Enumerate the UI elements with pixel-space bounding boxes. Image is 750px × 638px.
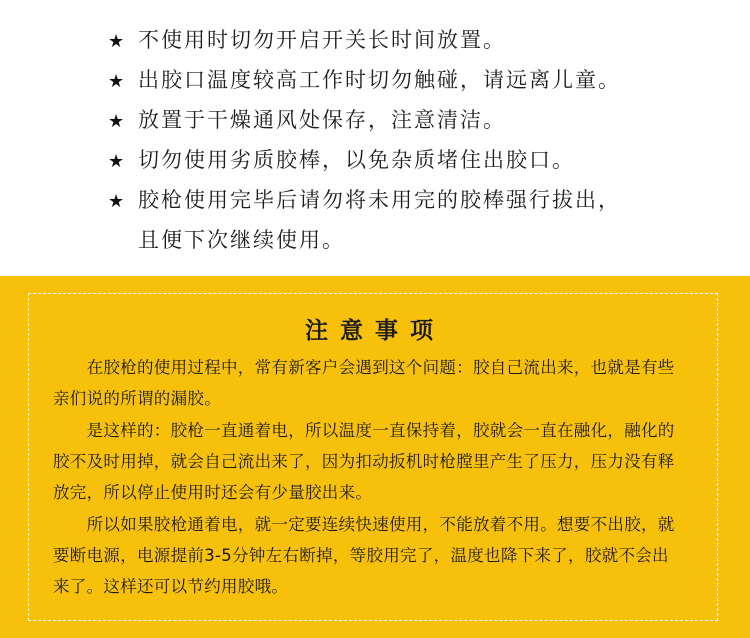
paragraph-line: 来了。这样还可以节约用胶哦。 <box>53 577 289 596</box>
warning-text: 放置于干燥通风处保存，注意清洁。 <box>138 108 506 132</box>
paragraph-line: 要断电源，电源提前3-5分钟左右断掉，等胶用完了，温度也降下来了，胶就不会出 <box>53 546 669 565</box>
star-icon: ★ <box>108 31 127 52</box>
star-icon: ★ <box>108 191 127 212</box>
paragraph-line: 在胶枪的使用过程中，常有新客户会遇到这个问题：胶自己流出来，也就是有些 <box>53 358 675 377</box>
warning-text: 胶枪使用完毕后请勿将未用完的胶棒强行拔出， <box>138 188 621 212</box>
star-icon: ★ <box>108 151 127 172</box>
paragraph-line: 放完，所以停止使用时还会有少量胶出来。 <box>53 483 373 502</box>
star-icon: ★ <box>108 111 127 132</box>
paragraph-line: 是这样的：胶枪一直通着电，所以温度一直保持着，胶就会一直在融化，融化的 <box>53 421 675 440</box>
warning-text: 不使用时切勿开启开关长时间放置。 <box>138 28 506 52</box>
paragraph-line: 胶不及时用掉，就会自己流出来了，因为扣动扳机时枪膛里产生了压力，压力没有释 <box>53 452 675 471</box>
warning-text: 出胶口温度较高工作时切勿触碰，请远离儿童。 <box>138 68 621 92</box>
warning-list <box>0 0 750 276</box>
notice-paragraph <box>53 352 693 414</box>
star-icon: ★ <box>108 71 127 92</box>
warning-item <box>108 106 506 136</box>
notice-paragraph <box>53 415 693 508</box>
notice-paragraph <box>53 509 693 602</box>
paragraph-line: 所以如果胶枪通着电，就一定要连续快速使用，不能放着不用。想要不出胶，就 <box>53 515 675 534</box>
warning-item <box>108 146 575 176</box>
notice-title: 注意事项 <box>305 318 445 344</box>
warning-item <box>108 26 506 56</box>
notice-panel <box>0 276 750 638</box>
warning-continuation: 且便下次继续使用。 <box>138 228 345 252</box>
paragraph-line: 亲们说的所谓的漏胶。 <box>53 389 221 408</box>
warning-item <box>108 186 621 216</box>
warning-text: 切勿使用劣质胶棒，以免杂质堵住出胶口。 <box>138 148 575 172</box>
warning-item <box>108 66 621 96</box>
